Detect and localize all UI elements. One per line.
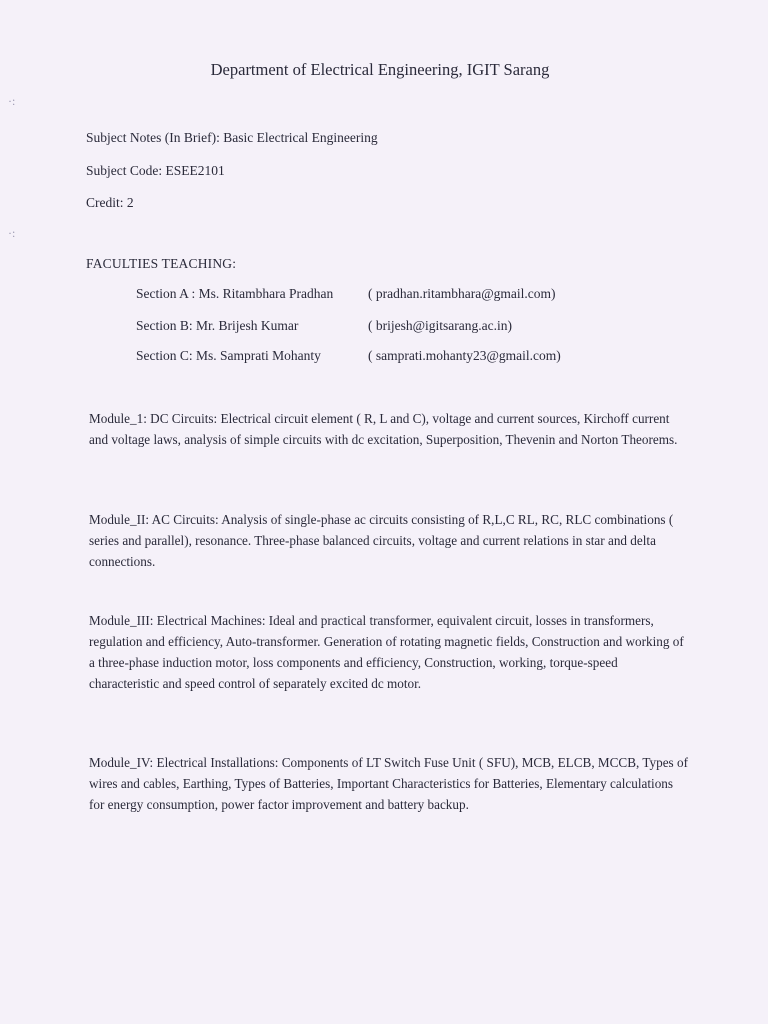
subject-code: Subject Code: ESEE2101 — [86, 163, 225, 178]
faculty-section: Section A : Ms. Ritambhara Pradhan — [136, 286, 334, 301]
faculty-row-a — [136, 286, 555, 302]
module-3: Module_III: Electrical Machines: Ideal and practical transformer, equivalent circuit, losses in transformers, regulation and efficiency, Auto-transformer. Generation of rotating magnetic fields, Construction and working of a three-phase induction motor, loss components and efficiency, Construction, working, torque-speed characteristic and speed control of separately excited dc motor. — [89, 613, 684, 691]
module-2: Module_II: AC Circuits: Analysis of single-phase ac circuits consisting of R,L,C RL, RC, RLC combinations ( series and parallel), resonance. Three-phase balanced circuits, voltage and current relations in star and delta connections. — [89, 512, 674, 569]
faculty-section: Section C: Ms. Samprati Mohanty — [136, 348, 321, 363]
credit: Credit: 2 — [86, 195, 134, 210]
faculties-heading: FACULTIES TEACHING: — [86, 256, 237, 271]
subject-notes: Subject Notes (In Brief): Basic Electrical Engineering — [86, 130, 378, 145]
scan-mark: ·: — [8, 94, 16, 108]
faculty-section: Section B: Mr. Brijesh Kumar — [136, 318, 299, 333]
scan-mark: ·: — [8, 226, 16, 240]
document-title: Department of Electrical Engineering, IGIT Sarang — [210, 60, 550, 79]
module-1: Module_1: DC Circuits: Electrical circuit element ( R, L and C), voltage and current sources, Kirchoff current and voltage laws, analysis of simple circuits with dc excitation, Superposition, Thevenin and Norton Theorems. — [89, 411, 678, 447]
faculty-row-b — [136, 318, 512, 334]
faculty-row-c — [136, 348, 561, 364]
faculty-email: ( pradhan.ritambhara@gmail.com) — [368, 286, 556, 301]
faculty-email: ( samprati.mohanty23@gmail.com) — [368, 348, 561, 363]
faculty-email: ( brijesh@igitsarang.ac.in) — [368, 318, 513, 333]
module-4: Module_IV: Electrical Installations: Components of LT Switch Fuse Unit ( SFU), MCB, ELCB, MCCB, Types of wires and cables, Earthing, Types of Batteries, Important Characteristics for Batteries, Elementary calculations for energy consumption, power factor improvement and battery backup. — [89, 755, 688, 812]
